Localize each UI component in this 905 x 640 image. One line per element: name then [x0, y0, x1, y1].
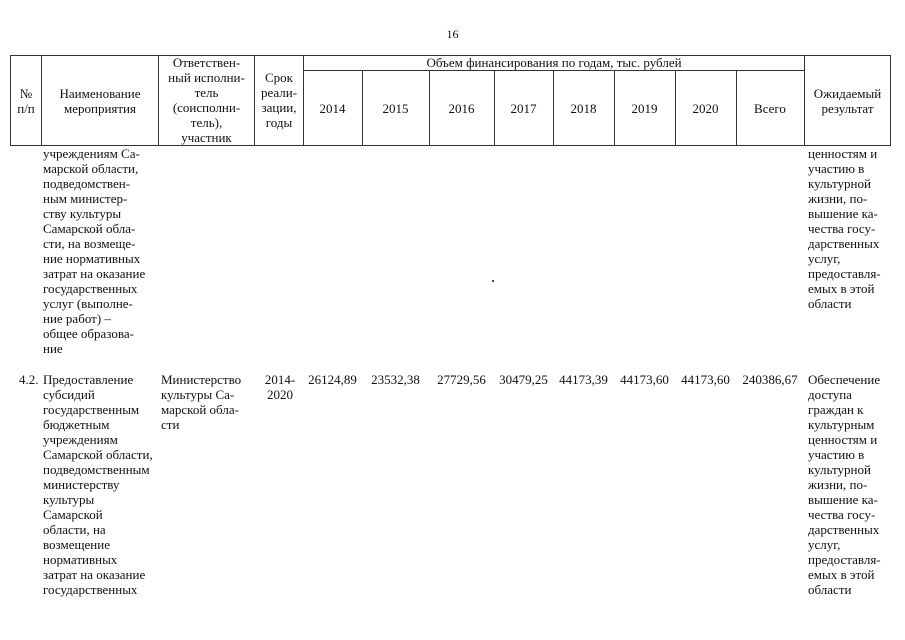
header-year-2020: 2020	[692, 101, 719, 116]
header-year-2019: 2019	[631, 101, 658, 116]
continuation-name: учреждениям Са- марской области, подведомствен- ным министер- ству культуры Самарской обла- сти, на возмеще- ние нормативных затрат на оказание государственных услуг (выполне- ние работ) – общее образова- ние	[43, 146, 146, 356]
header-year-2016: 2016	[448, 101, 475, 116]
row-value-2018: 44173,39	[559, 372, 608, 387]
header-year-2015: 2015	[382, 101, 409, 116]
row-value-2017: 30479,25	[499, 372, 548, 387]
continuation-result: ценностям и участию в культурной жизни, по- вышение ка- чества госу- дарственных услуг, предоставля- емых в этой области	[808, 146, 881, 311]
header-year-2014: 2014	[319, 101, 346, 116]
row-result: Обеспечение доступа граждан к культурным ценностям и участию в культурной жизни, по- вышение ка- чества госу- дарственных услуг, предоставля- емых в этой области	[808, 372, 881, 597]
row-value-2014: 26124,89	[308, 372, 357, 387]
row-responsible: Министерство культуры Са- марской обла- сти	[161, 372, 242, 432]
header-term: Срок реали- зации, годы	[260, 70, 298, 130]
row-name: Предоставление субсидий государственным бюджетным учреждениям Самарской области, подведомственным министерству культуры Самарской области, на возмещение нормативных затрат на оказание государственных	[43, 372, 153, 597]
stray-dot	[492, 280, 494, 282]
header-year-2018: 2018	[570, 101, 597, 116]
page-number: 16	[446, 27, 459, 41]
header-total: Всего	[754, 101, 786, 116]
row-value-2016: 27729,56	[437, 372, 486, 387]
row-number: 4.2.	[19, 372, 39, 387]
row-value-2019: 44173,60	[620, 372, 669, 387]
row-value-2020: 44173,60	[681, 372, 730, 387]
header-result: Ожидаемый результат	[813, 86, 882, 116]
header-funding-group: Объем финансирования по годам, тыс. рублей	[426, 55, 682, 70]
header-responsible: Ответствен- ный исполни- тель (соисполни- тель), участник	[168, 55, 245, 145]
header-name: Наименование мероприятия	[59, 86, 141, 116]
header-number: № п/п	[17, 86, 35, 116]
row-term: 2014- 2020	[264, 372, 296, 402]
row-total: 240386,67	[742, 372, 798, 387]
row-value-2015: 23532,38	[371, 372, 420, 387]
header-year-2017: 2017	[510, 101, 537, 116]
